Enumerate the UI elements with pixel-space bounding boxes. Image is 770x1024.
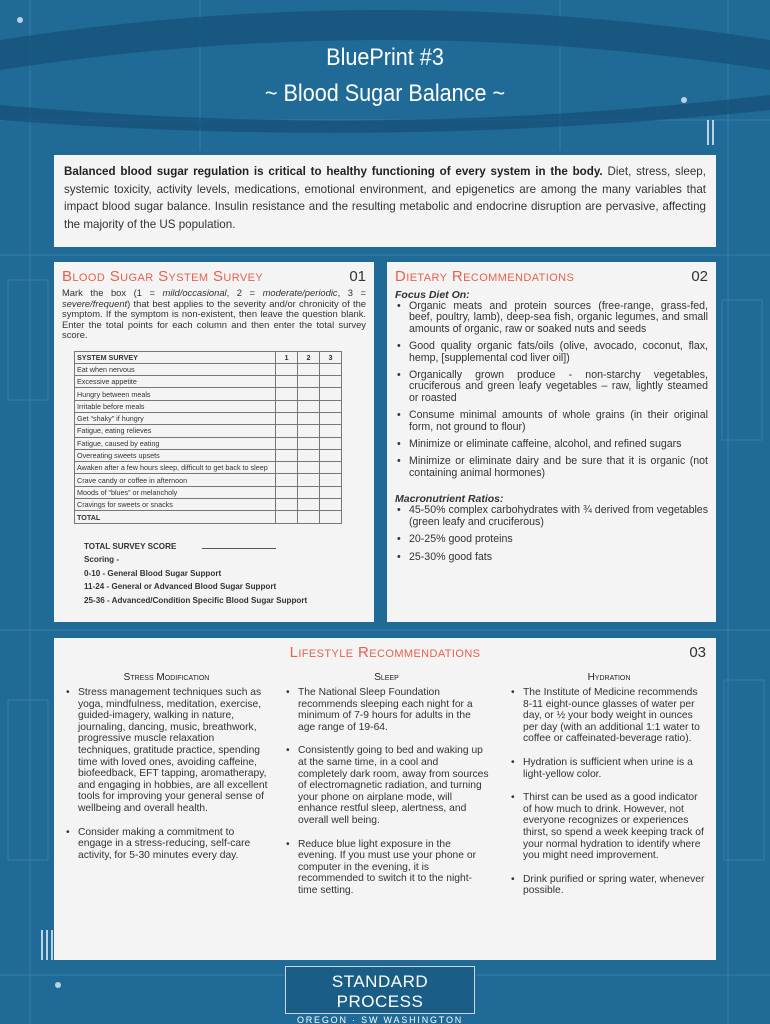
inst-part: Mark the box (1 = [62, 287, 163, 298]
total-score-field[interactable] [202, 548, 276, 549]
score-cell[interactable] [276, 474, 298, 486]
survey-table [74, 351, 342, 524]
diet-heading [395, 268, 708, 285]
list-item: • Stress management techniques such as yoga, mindfulness, meditation, exercise, guided-imagery, walking in nature, journaling, dancing, music, breathwork, progressive muscle relaxation techniques, gratitude practice, spending time with loved ones, avoiding caffeine, biofeedback, EFT tapping, aromatherapy, and engaging in hobbies, are all excellent tools for improving your general sense of wellbeing and overall health. [64, 687, 269, 815]
header-cell: 3 [320, 351, 342, 363]
sleep-list [284, 687, 489, 897]
symptom-label: Overeating sweets upsets [75, 449, 276, 461]
list-item: • 20-25% good proteins [395, 534, 708, 545]
score-cell[interactable] [298, 474, 320, 486]
total-score-label: TOTAL SURVEY SCORE [84, 541, 177, 551]
score-cell[interactable] [276, 486, 298, 498]
intro-text: Diet, stress, sleep, systemic toxicity, activity levels, medications, emotional environment, and epigenetics are among the many variables that impact blood sugar balance. Insulin resistance and the resulting metabolic and endocrine disruption are pervasive, affecting the majority of the US population. [64, 165, 706, 231]
list-item: • Organic meats and protein sources (free-range, grass-fed, beef, poultry, lamb), deep-sea fish, organic legumes, and small amounts of organic, raw or soaked nuts and seeds [395, 301, 708, 335]
total-cell[interactable] [320, 511, 342, 523]
scoring-range: 25-36 - Advanced/Condition Specific Blood Sugar Support [84, 595, 308, 605]
macro-list [395, 505, 708, 563]
score-cell[interactable] [276, 425, 298, 437]
score-cell[interactable] [298, 449, 320, 461]
lifestyle-number: 03 [689, 644, 706, 661]
score-cell[interactable] [298, 486, 320, 498]
inst-part: ) that best applies to the severity and/or chronicity of the symptom. If the symptom is non-existent, then leave the question blank. Enter the total points for each column and then enter the total survey score. [62, 297, 366, 340]
list-item: • 25-30% good fats [395, 552, 708, 563]
inst-part: , 3 = [337, 287, 366, 298]
score-cell[interactable] [276, 376, 298, 388]
table-row [75, 499, 342, 511]
total-label: TOTAL [75, 511, 276, 523]
diet-panel [387, 262, 716, 622]
score-cell[interactable] [298, 437, 320, 449]
list-item: • The National Sleep Foundation recommends sleeping each night for a minimum of 7-9 hours for adults in the age range of 19-64. [284, 687, 489, 733]
macro-label: Macronutrient Ratios: [395, 493, 504, 506]
symptom-label: Moods of “blues” or melancholy [75, 486, 276, 498]
stress-column [64, 672, 269, 873]
total-cell[interactable] [276, 511, 298, 523]
table-row [75, 449, 342, 461]
table-row [75, 437, 342, 449]
list-item: • 45-50% complex carbohydrates with ¾ derived from vegetables (green leafy and cruciferous) [395, 505, 708, 528]
page-title [39, 40, 732, 112]
score-cell[interactable] [320, 425, 342, 437]
sleep-heading: Sleep [374, 672, 399, 683]
score-cell[interactable] [320, 499, 342, 511]
score-cell[interactable] [320, 363, 342, 375]
score-cell[interactable] [320, 486, 342, 498]
list-item: • The Institute of Medicine recommends 8-11 eight-ounce glasses of water per day, or ½ your body weight in ounces per day (with an additional 1:1 water to coffee or caffeinated-beverage ratio). [509, 687, 709, 745]
scoring-range: 0-10 - General Blood Sugar Support [84, 568, 222, 578]
header-cell: 2 [298, 351, 320, 363]
table-total-row [75, 511, 342, 523]
hydration-column [509, 672, 709, 909]
score-cell[interactable] [276, 412, 298, 424]
lifestyle-panel [54, 638, 716, 960]
scoring-range: 11-24 - General or Advanced Blood Sugar Support [84, 582, 277, 592]
symptom-label: Get “shaky” if hungry [75, 412, 276, 424]
score-cell[interactable] [320, 388, 342, 400]
list-item: • Consider making a commitment to engage in a stress-reducing, self-care activity, for 5-30 minutes every day. [64, 827, 269, 862]
inst-part: severe/frequent [62, 297, 128, 309]
score-cell[interactable] [320, 474, 342, 486]
total-cell[interactable] [298, 511, 320, 523]
score-cell[interactable] [320, 462, 342, 474]
table-row [75, 474, 342, 486]
score-cell[interactable] [276, 499, 298, 511]
list-item: • Hydration is sufficient when urine is a light-yellow color. [509, 757, 709, 780]
list-item: • Minimize or eliminate dairy and be sure that it is organic (not containing animal hormones) [395, 456, 708, 479]
score-cell[interactable] [276, 462, 298, 474]
list-item: • Consume minimal amounts of whole grains (in their original form, not ground to flour) [395, 410, 708, 433]
table-row [75, 363, 342, 375]
score-cell[interactable] [298, 425, 320, 437]
score-cell[interactable] [298, 412, 320, 424]
symptom-label: Fatigue, caused by eating [75, 437, 276, 449]
score-cell[interactable] [298, 462, 320, 474]
score-cell[interactable] [320, 400, 342, 412]
inst-part: , 2 = [226, 287, 263, 298]
intro-panel [54, 155, 716, 247]
symptom-label: Awaken after a few hours sleep, difficult to get back to sleep [75, 462, 276, 474]
score-cell[interactable] [276, 388, 298, 400]
title-line-1: BluePrint #3 [326, 44, 444, 71]
logo-line-2: OREGON · SW WASHINGTON [296, 1015, 464, 1024]
diet-number: 02 [691, 268, 708, 285]
sleep-column [284, 672, 489, 909]
list-item: • Consistently going to bed and waking up at the same time, in a cool and completely dark room, away from sources of electromagnetic radiation, and turning your phone on airplane mode, will enhance restful sleep, alertness, and overall well being. [284, 745, 489, 826]
score-cell[interactable] [276, 363, 298, 375]
score-cell[interactable] [298, 376, 320, 388]
score-cell[interactable] [320, 376, 342, 388]
intro-bold: Balanced blood sugar regulation is critical to healthy functioning of every system in the body. [64, 165, 603, 178]
lifestyle-title: Lifestyle Recommendations [289, 644, 481, 661]
stress-heading: Stress Modification [123, 672, 210, 683]
total-score-line [84, 540, 366, 554]
header-cell: 1 [276, 351, 298, 363]
diet-title: Dietary Recommendations [395, 268, 575, 285]
survey-number: 01 [349, 268, 366, 285]
logo-line-1: STANDARD PROCESS [331, 972, 429, 1011]
symptom-label: Fatigue, eating relieves [75, 425, 276, 437]
table-row [75, 388, 342, 400]
list-item: • Organically grown produce - non-starchy vegetables, cruciferous and green leafy vegetables – raw, lightly steamed or roasted [395, 370, 708, 404]
survey-instructions [62, 288, 366, 341]
score-cell[interactable] [320, 412, 342, 424]
standard-process-logo [285, 966, 475, 1024]
table-row [75, 425, 342, 437]
list-item: • Thirst can be used as a good indicator of how much to drink. However, not everyone recognizes or experiences thirst, so spend a week keeping track of your normal hydration to identify where you might need improvement. [509, 792, 709, 862]
score-cell[interactable] [298, 400, 320, 412]
symptom-label: Eat when nervous [75, 363, 276, 375]
symptom-label: Irritable before meals [75, 400, 276, 412]
symptom-label: Hungry between meals [75, 388, 276, 400]
score-cell[interactable] [298, 388, 320, 400]
symptom-label: Excessive appetite [75, 376, 276, 388]
survey-scoring [84, 540, 366, 608]
score-cell[interactable] [276, 400, 298, 412]
list-item: • Drink purified or spring water, whenever possible. [509, 874, 709, 897]
table-row [75, 486, 342, 498]
stress-list [64, 687, 269, 861]
score-cell[interactable] [320, 449, 342, 461]
scoring-label: Scoring - [84, 555, 120, 565]
score-cell[interactable] [298, 499, 320, 511]
lifestyle-heading [62, 644, 708, 661]
table-row [75, 412, 342, 424]
list-item: • Minimize or eliminate caffeine, alcohol, and refined sugars [395, 439, 708, 450]
list-item: • Reduce blue light exposure in the evening. If you must use your phone or computer in the evening, it is recommended to switch it to the night-time setting. [284, 839, 489, 897]
inst-part: mild/occasional [162, 287, 227, 298]
focus-list [395, 301, 708, 479]
inst-part: moderate/periodic [262, 287, 338, 298]
focus-label: Focus Diet On: [395, 289, 470, 301]
score-cell[interactable] [276, 449, 298, 461]
survey-panel [54, 262, 374, 622]
header-cell: SYSTEM SURVEY [75, 351, 276, 363]
score-cell[interactable] [276, 437, 298, 449]
title-line-2: ~ Blood Sugar Balance ~ [264, 80, 506, 107]
survey-table-header [75, 351, 342, 363]
hydration-heading: Hydration [587, 672, 631, 683]
survey-heading [62, 268, 366, 285]
score-cell[interactable] [298, 363, 320, 375]
symptom-label: Cravings for sweets or snacks [75, 499, 276, 511]
table-row [75, 462, 342, 474]
score-cell[interactable] [320, 437, 342, 449]
table-row [75, 400, 342, 412]
symptom-label: Crave candy or coffee in afternoon [75, 474, 276, 486]
survey-title: Blood Sugar System Survey [62, 268, 264, 285]
table-row [75, 376, 342, 388]
list-item: • Good quality organic fats/oils (olive, avocado, coconut, flax, hemp, [supplemental cod liver oil]) [395, 341, 708, 364]
hydration-list [509, 687, 709, 897]
